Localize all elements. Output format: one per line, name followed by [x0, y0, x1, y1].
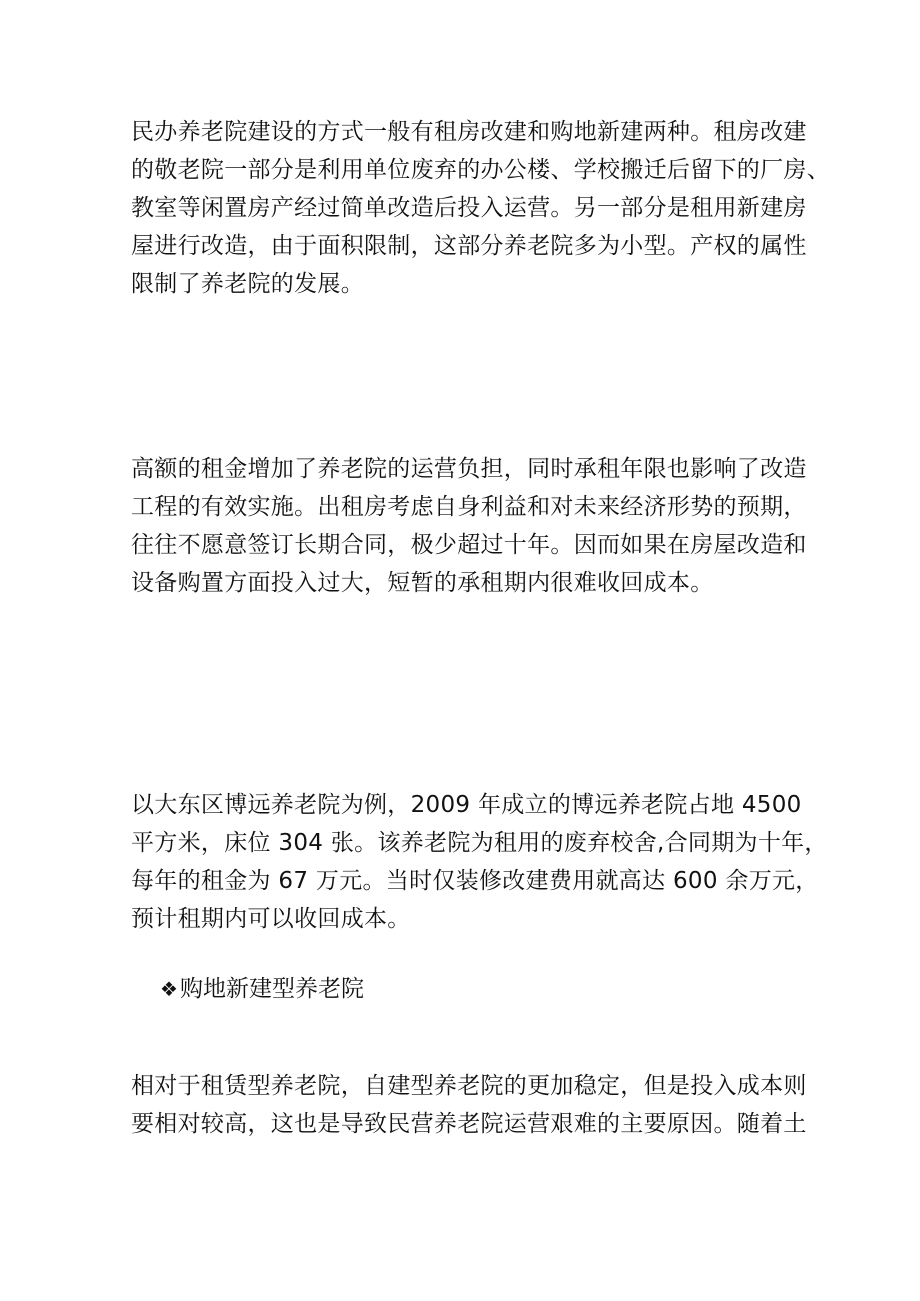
text-line: 限制了养老院的发展。: [131, 271, 364, 297]
diamond-bullet-icon: ❖: [160, 977, 178, 1001]
text-line: 高额的租金增加了养老院的运营负担，同时承租年限也影响了改造: [131, 456, 807, 482]
paragraph-rental-conversion: [131, 113, 830, 303]
section-heading-new-build: [160, 970, 364, 1008]
text-line: 相对于租赁型养老院，自建型养老院的更加稳定，但是投入成本则: [131, 1073, 807, 1099]
text-line: 预计租期内可以收回成本。: [131, 906, 411, 932]
paragraph-boyuan-example: [131, 786, 828, 938]
text-line: 以大东区博远养老院为例，2009 年成立的博远养老院占地 4500: [131, 792, 802, 818]
text-line: 民办养老院建设的方式一般有租房改建和购地新建两种。租房改建: [131, 119, 807, 145]
text-line: 平方米，床位 304 张。该养老院为租用的废弃校舍,合同期为十年，: [131, 830, 828, 856]
text-line: 屋进行改造，由于面积限制，这部分养老院多为小型。产权的属性: [131, 233, 807, 259]
paragraph-high-rent: [131, 450, 811, 602]
text-line: 工程的有效实施。出租房考虑自身利益和对未来经济形势的预期，: [131, 494, 807, 520]
text-line: 设备购置方面投入过大，短暂的承租期内很难收回成本。: [131, 570, 714, 596]
text-line: 要相对较高，这也是导致民营养老院运营艰难的主要原因。随着土: [131, 1111, 807, 1137]
text-line: 的敬老院一部分是利用单位废弃的办公楼、学校搬迁后留下的厂房、: [131, 157, 830, 183]
text-line: 教室等闲置房产经过简单改造后投入运营。另一部分是租用新建房: [131, 195, 807, 221]
text-line: 往往不愿意签订长期合同，极少超过十年。因而如果在房屋改造和: [131, 532, 807, 558]
paragraph-self-built: [131, 1067, 811, 1143]
text-line: 每年的租金为 67 万元。当时仅装修改建费用就高达 600 余万元，: [131, 868, 819, 894]
section-heading-text: 购地新建型养老院: [179, 976, 364, 1002]
